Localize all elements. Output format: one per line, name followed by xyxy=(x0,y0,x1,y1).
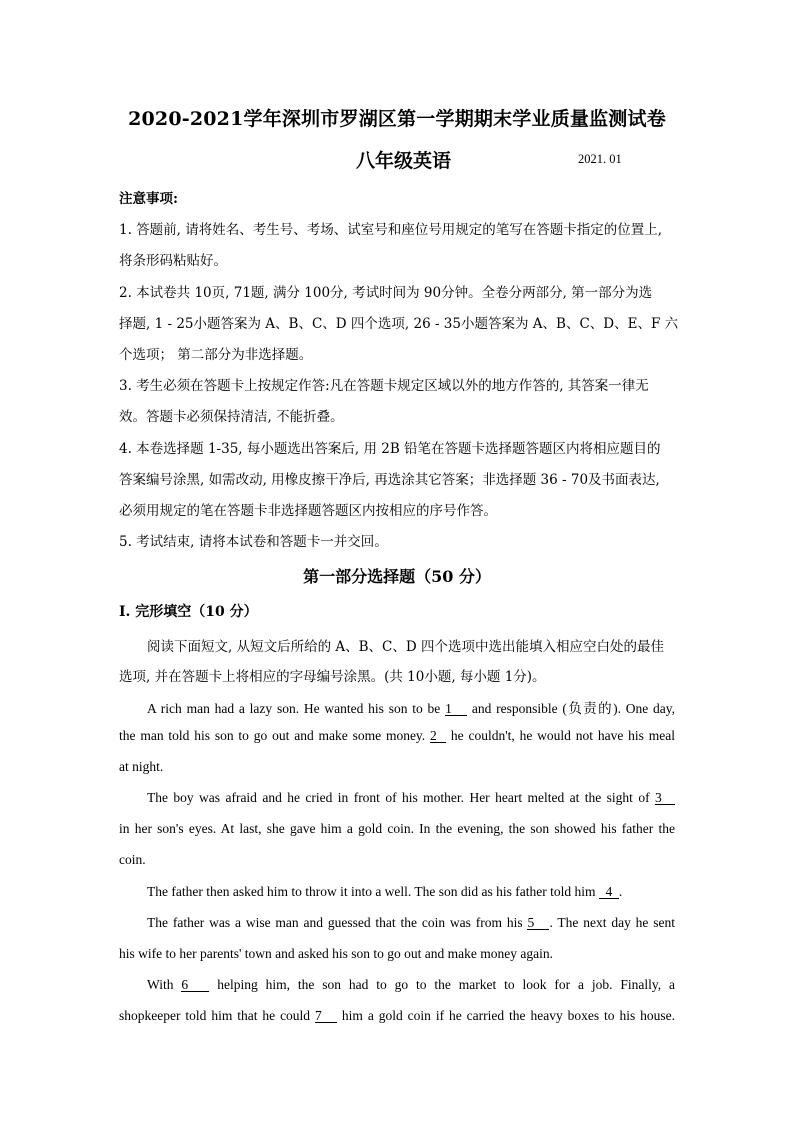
passage-line: coin. xyxy=(119,852,146,867)
passage-line: The father was a wise man and guessed that the coin was from his 5 . The next day he sent xyxy=(147,915,675,930)
notes-heading: 注意事项: xyxy=(119,191,178,207)
notes-line: 1. 答题前, 请将姓名、考生号、考场、试室号和座位号用规定的笔写在答题卡指定的位置上, xyxy=(119,222,663,238)
blank-1: 1 xyxy=(445,702,467,716)
section-heading: I. 完形填空（10 分） xyxy=(119,604,258,620)
exam-date: 2021. 01 xyxy=(578,152,622,166)
notes-line: 个选项； 第二部分为非选择题。 xyxy=(119,347,313,363)
passage-line: The boy was afraid and he cried in front of his mother. Her heart melted at the sight of 3 xyxy=(147,790,675,806)
passage-line: the man told his son to go out and make some money. 2 he couldn't, he would not have his meal xyxy=(119,728,676,743)
subject-title: 八年级英语 xyxy=(356,150,452,172)
notes-line: 效。答题卡必须保持清洁, 不能折叠。 xyxy=(119,409,344,425)
passage-line: in her son's eyes. At last, she gave him a gold coin. In the evening, the son showed his father the xyxy=(119,821,675,836)
passage-line: shopkeeper told him that he could 7 him a gold coin if he carried the heavy boxes to his house. xyxy=(119,1008,675,1023)
instruction-line: 阅读下面短文, 从短文后所给的 A、B、C、D 四个选项中选出能填入相应空白处的最佳 xyxy=(147,639,664,655)
notes-line: 答案编号涂黑, 如需改动, 用橡皮擦干净后, 再选涂其它答案；非选择题 36 - 70及书面表达, xyxy=(119,472,660,488)
blank-2: 2 xyxy=(430,729,446,743)
blank-6: 6 xyxy=(181,978,209,992)
passage-line: The father then asked him to throw it into a well. The son did as his father told him 4 . xyxy=(147,884,623,899)
blank-4: 4 xyxy=(599,885,619,899)
blank-7: 7 xyxy=(315,1009,337,1023)
notes-line: 3. 考生必须在答题卡上按规定作答:凡在答题卡规定区域以外的地方作答的, 其答案一律无 xyxy=(119,378,649,394)
notes-line: 2. 本试卷共 10页, 71题, 满分 100分, 考试时间为 90分钟。全卷分两部分, 第一部分为选 xyxy=(119,285,653,301)
notes-line: 4. 本卷选择题 1-35, 每小题选出答案后, 用 2B 铅笔在答题卡选择题答题区内将相应题目的 xyxy=(119,441,661,457)
part1-heading: 第一部分选择题（50 分） xyxy=(303,567,491,586)
notes-line: 择题, 1 - 25小题答案为 A、B、C、D 四个选项, 26 - 35小题答案为 A、B、C、D、E、F 六 xyxy=(119,316,679,332)
instruction-line: 选项, 并在答题卡上将相应的字母编号涂黑。(共 10小题, 每小题 1分)。 xyxy=(119,669,546,685)
exam-title: 2020-2021学年深圳市罗湖区第一学期期末学业质量监测试卷 xyxy=(128,108,666,130)
blank-3: 3 xyxy=(655,791,675,805)
passage-line: at night. xyxy=(119,759,164,774)
blank-5: 5 xyxy=(527,916,549,930)
passage-line: With 6 helping him, the son had to go to the market to look for a job. Finally, a xyxy=(147,977,676,992)
passage-line: his wife to her parents' town and asked his son to go out and make money again. xyxy=(119,946,553,961)
notes-line: 必须用规定的笔在答题卡非选择题答题区内按相应的序号作答。 xyxy=(119,503,497,519)
notes-line: 5. 考试结束, 请将本试卷和答题卡一并交回。 xyxy=(119,534,388,550)
notes-line: 将条形码粘贴好。 xyxy=(119,253,227,269)
passage-line: A rich man had a lazy son. He wanted his son to be 1 and responsible (负责的). One day, xyxy=(147,701,676,716)
